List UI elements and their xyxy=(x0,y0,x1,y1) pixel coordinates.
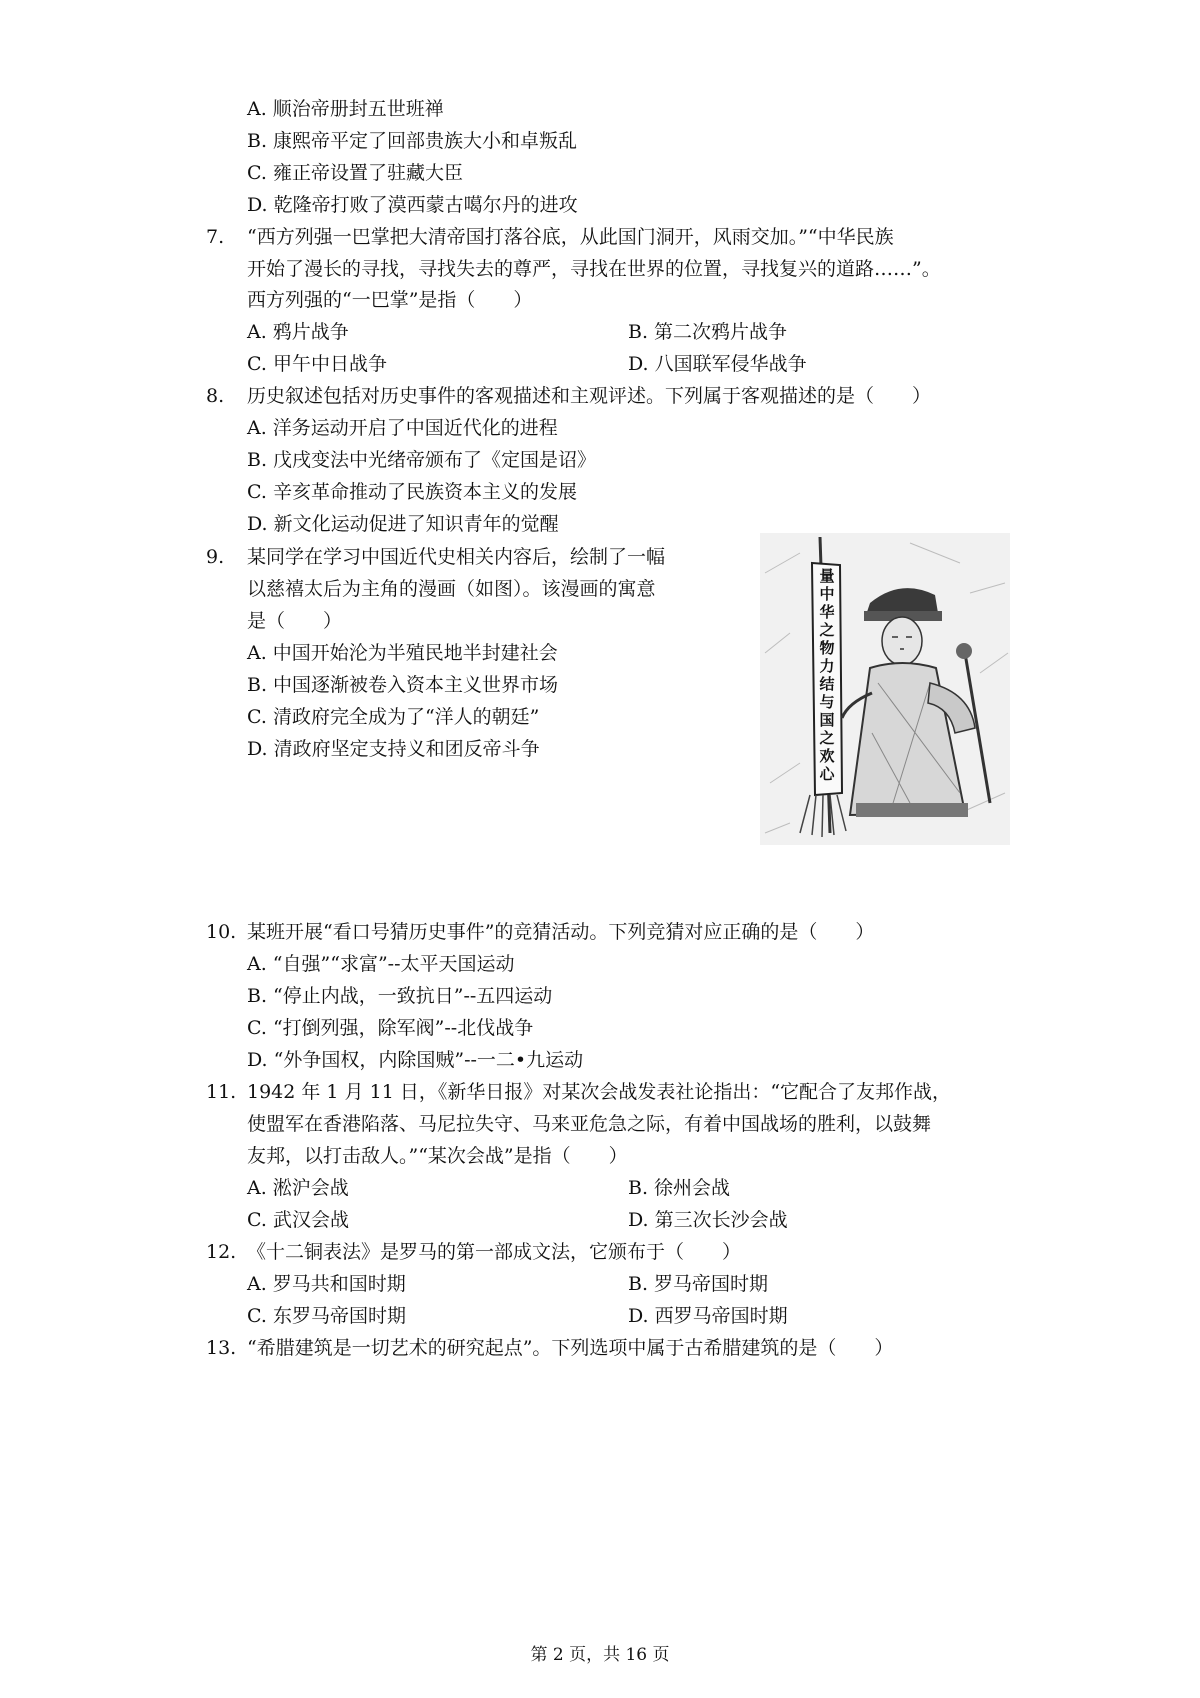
cixi-cartoon-image xyxy=(760,533,1010,845)
q8-option-d: D. 新文化运动促进了知识青年的觉醒 xyxy=(247,513,559,535)
q9-option-a: A. 中国开始沦为半殖民地半封建社会 xyxy=(247,642,558,664)
q11-stem-line-2: 使盟军在香港陷落、马尼拉失守、马来亚危急之际，有着中国战场的胜利，以鼓舞 xyxy=(247,1113,932,1135)
q10-number: 10. xyxy=(206,921,237,943)
q8-option-c: C. 辛亥革命推动了民族资本主义的发展 xyxy=(247,481,577,503)
q7-stem-line-1: “西方列强一巴掌把大清帝国打落谷底，从此国门洞开，风雨交加。”“中华民族 xyxy=(247,226,894,248)
q8-stem: 历史叙述包括对历史事件的客观描述和主观评述。下列属于客观描述的是（ ） xyxy=(247,385,932,407)
q12-number: 12. xyxy=(206,1241,237,1263)
q7-stem-line-2: 开始了漫长的寻找，寻找失去的尊严，寻找在世界的位置，寻找复兴的道路……”。 xyxy=(247,258,941,280)
banner-text: 量中华之物力结与国之欢心 xyxy=(819,567,835,783)
q6-option-d: D. 乾隆帝打败了漠西蒙古噶尔丹的进攻 xyxy=(247,194,578,216)
page-footer: 第 2 页，共 16 页 xyxy=(530,1645,670,1665)
q8-option-a: A. 洋务运动开启了中国近代化的进程 xyxy=(247,417,558,439)
q13-number: 13. xyxy=(206,1337,237,1359)
q12-option-d: D. 西罗马帝国时期 xyxy=(628,1305,788,1327)
q7-stem-line-3: 西方列强的“一巴掌”是指（ ） xyxy=(247,289,533,311)
q9-stem-line-3: 是（ ） xyxy=(247,610,343,632)
q10-option-d: D. “外争国权，内除国贼”--一二•九运动 xyxy=(247,1049,584,1071)
q9-stem-line-1: 某同学在学习中国近代史相关内容后，绘制了一幅 xyxy=(247,546,666,568)
q9-option-b: B. 中国逐渐被卷入资本主义世界市场 xyxy=(247,674,559,696)
q12-stem: 《十二铜表法》是罗马的第一部成文法，它颁布于（ ） xyxy=(247,1241,742,1263)
q7-option-b: B. 第二次鸦片战争 xyxy=(628,321,788,343)
q7-option-c: C. 甲午中日战争 xyxy=(247,353,387,375)
q10-option-c: C. “打倒列强，除军阀”--北伐战争 xyxy=(247,1017,534,1039)
q11-option-a: A. 淞沪会战 xyxy=(247,1177,349,1199)
q9-stem-line-2: 以慈禧太后为主角的漫画（如图）。该漫画的寓意 xyxy=(247,578,656,600)
q11-option-b: B. 徐州会战 xyxy=(628,1177,731,1199)
q12-option-a: A. 罗马共和国时期 xyxy=(247,1273,406,1295)
q9-number: 9. xyxy=(206,546,225,568)
q7-option-d: D. 八国联军侵华战争 xyxy=(628,353,807,375)
q10-option-a: A. “自强”“求富”--太平天国运动 xyxy=(247,953,515,975)
q6-option-b: B. 康熙帝平定了回部贵族大小和卓叛乱 xyxy=(247,130,578,152)
q9-option-d: D. 清政府坚定支持义和团反帝斗争 xyxy=(247,738,540,760)
q7-number: 7. xyxy=(206,226,225,248)
q11-number: 11. xyxy=(206,1081,237,1103)
q11-stem-line-1: 1942 年 1 月 11 日，《新华日报》对某次会战发表社论指出：“它配合了友邦作战， xyxy=(247,1081,952,1103)
q10-option-b: B. “停止内战，一致抗日”--五四运动 xyxy=(247,985,553,1007)
q11-option-c: C. 武汉会战 xyxy=(247,1209,349,1231)
q6-option-a: A. 顺治帝册封五世班禅 xyxy=(247,98,444,120)
q8-option-b: B. 戊戌变法中光绪帝颁布了《定国是诏》 xyxy=(247,449,597,471)
q11-stem-line-3: 友邦，以打击敌人。”“某次会战”是指（ ） xyxy=(247,1145,628,1167)
q6-option-c: C. 雍正帝设置了驻藏大臣 xyxy=(247,162,463,184)
q12-option-c: C. 东罗马帝国时期 xyxy=(247,1305,406,1327)
q8-number: 8. xyxy=(206,385,225,407)
q9-option-c: C. 清政府完全成为了“洋人的朝廷” xyxy=(247,706,540,728)
q7-option-a: A. 鸦片战争 xyxy=(247,321,349,343)
q12-option-b: B. 罗马帝国时期 xyxy=(628,1273,769,1295)
q10-stem: 某班开展“看口号猜历史事件”的竞猜活动。下列竞猜对应正确的是（ ） xyxy=(247,921,875,943)
q13-stem: “希腊建筑是一切艺术的研究起点”。下列选项中属于古希腊建筑的是（ ） xyxy=(247,1337,894,1359)
q11-option-d: D. 第三次长沙会战 xyxy=(628,1209,788,1231)
